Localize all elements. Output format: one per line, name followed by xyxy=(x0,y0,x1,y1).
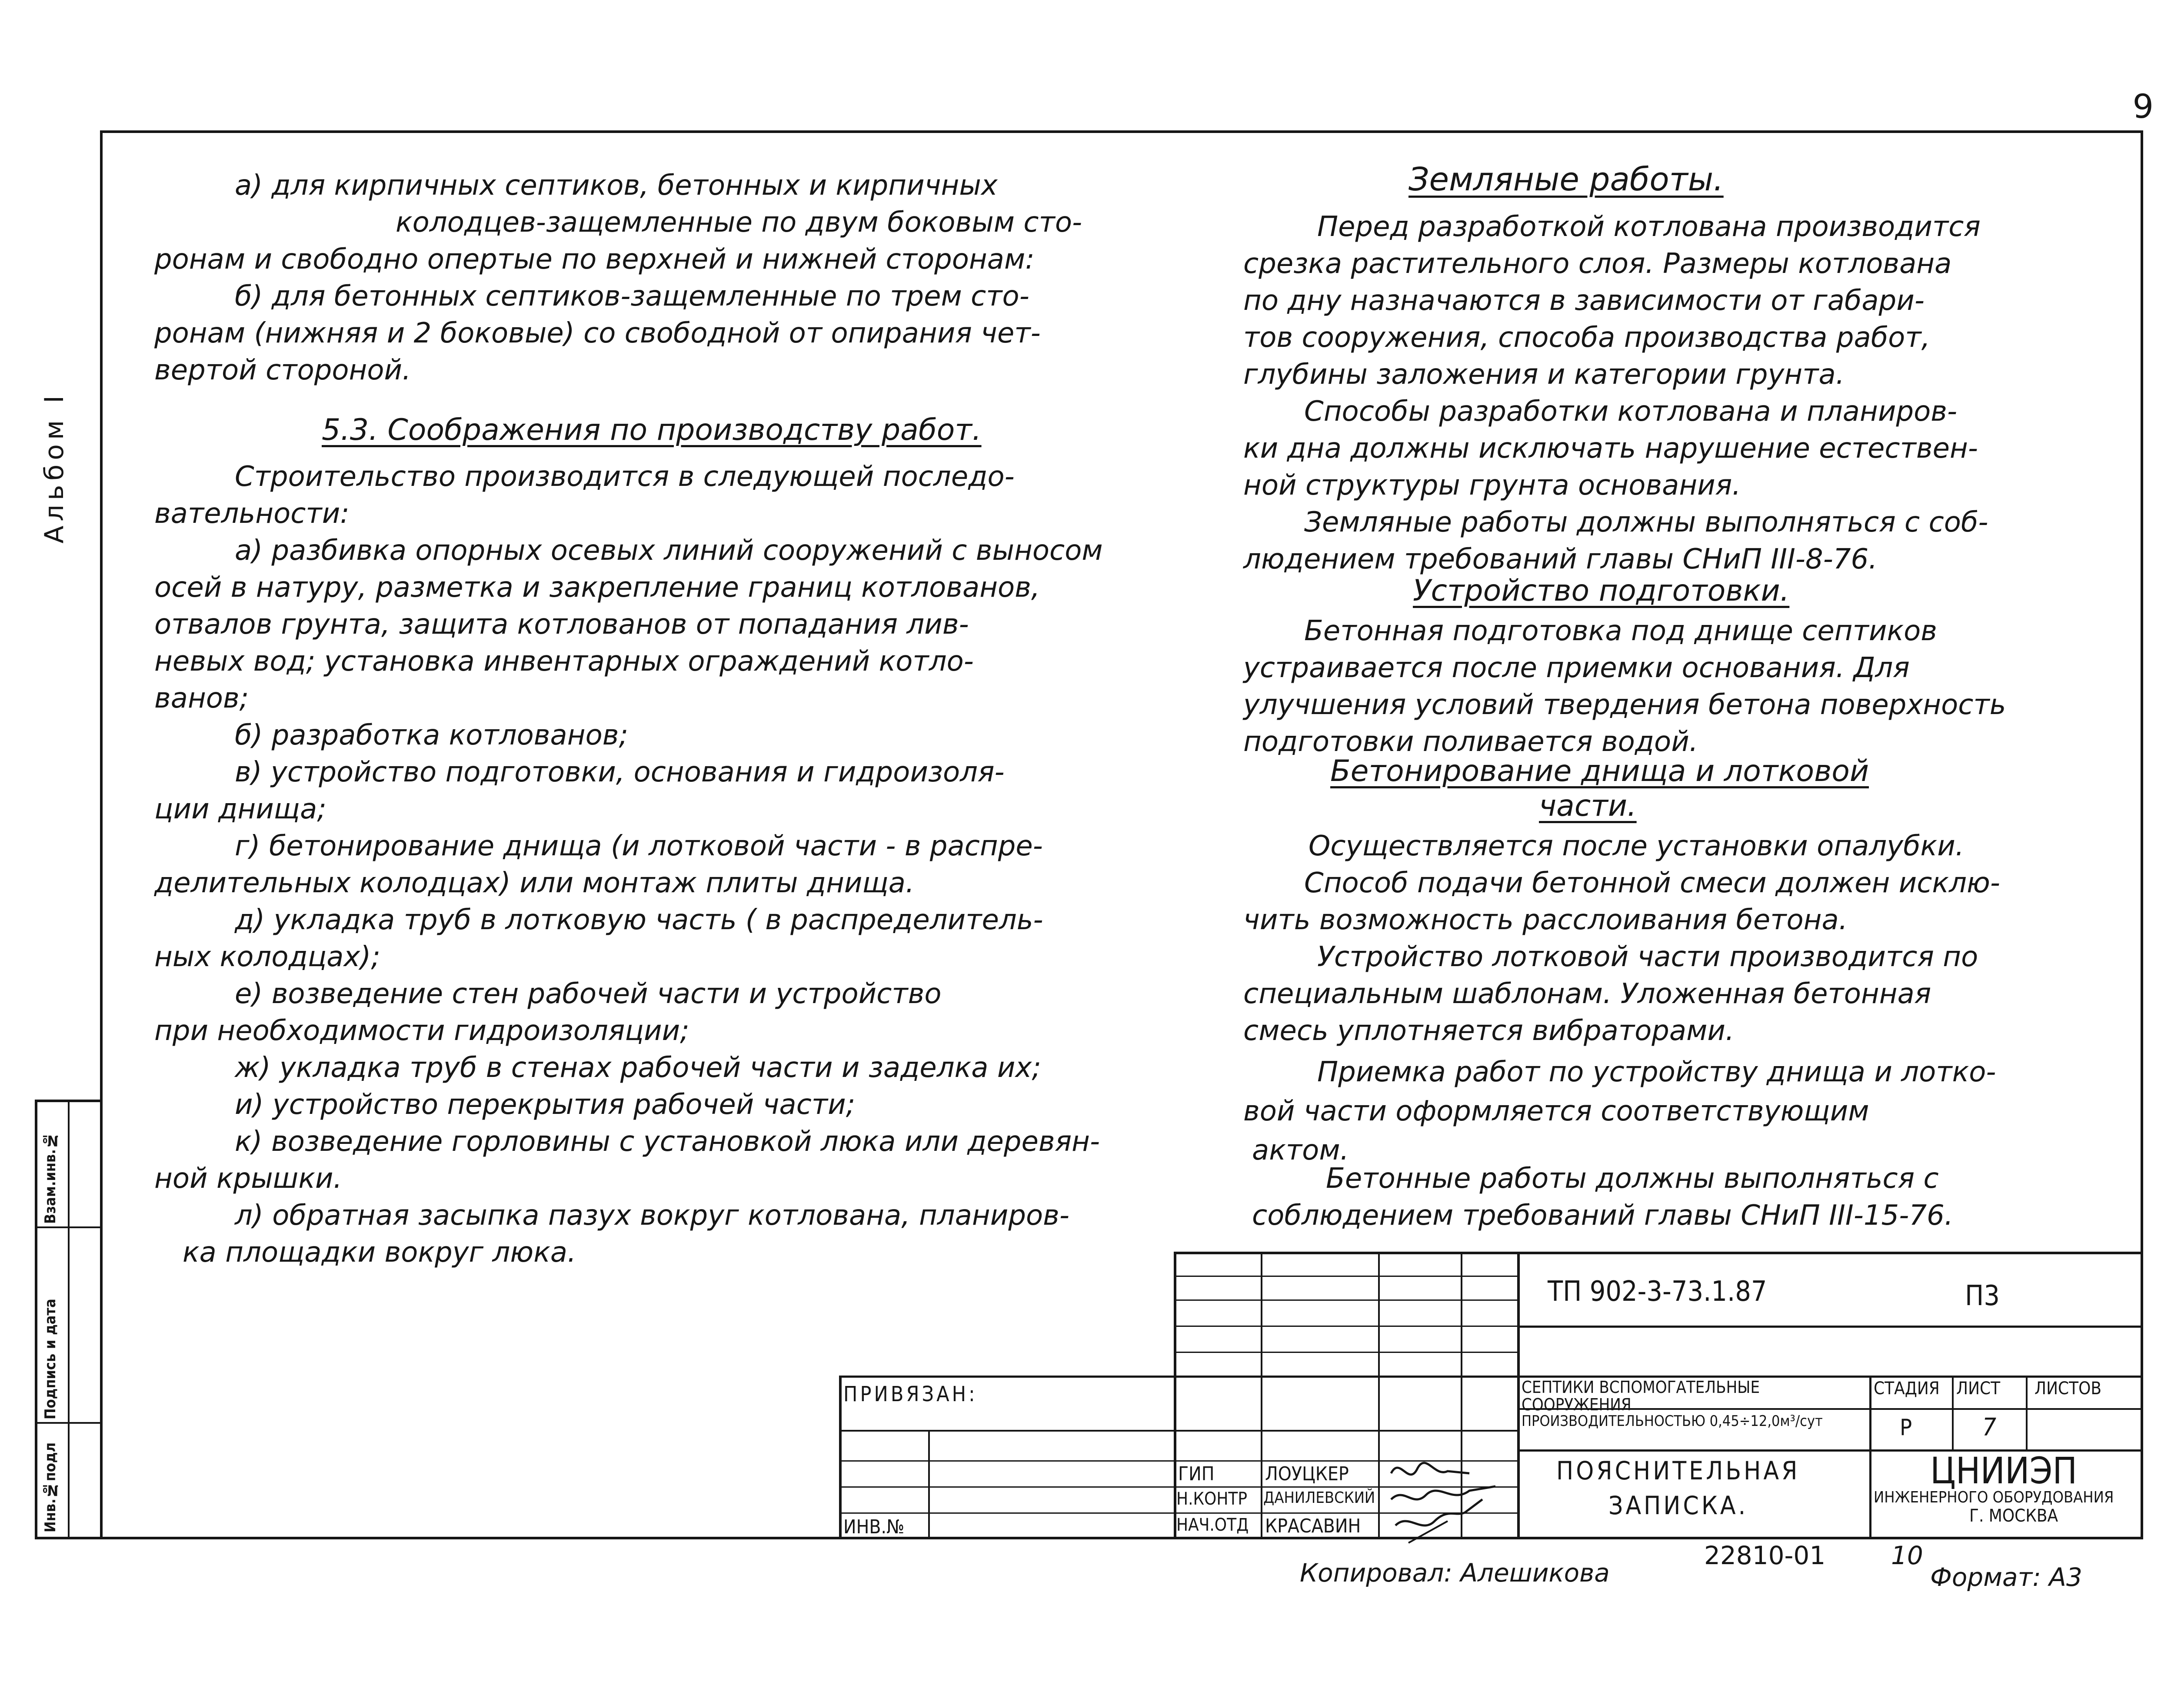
left-line: и) устройство перекрытия рабочей части; xyxy=(235,1089,856,1121)
section-heading-concreting-cont: части. xyxy=(1539,789,1637,823)
left-line: ронам (нижняя и 2 боковые) со свободной от опирания чет- xyxy=(154,317,1041,349)
left-line: вательности: xyxy=(154,498,350,530)
right-line: Бетонные работы должны выполняться с xyxy=(1326,1163,1939,1195)
left-line: делительных колодцах) или монтаж плиты днища. xyxy=(154,867,915,899)
right-line: срезка растительного слоя. Размеры котлована xyxy=(1243,248,1952,280)
page-number: 9 xyxy=(2132,87,2154,126)
organization-city: Г. МОСКВА xyxy=(1969,1506,2058,1526)
left-line: ронам и свободно опертые по верхней и нижней сторонам: xyxy=(154,243,1035,276)
strip-label-signature-date: Подпись и дата xyxy=(42,1299,59,1419)
left-line: д) укладка труб в лотковую часть ( в распределитель- xyxy=(235,904,1043,936)
section-heading-earthworks: Земляные работы. xyxy=(1408,161,1724,198)
description-line: ПРОИЗВОДИТЕЛЬНОСТЬЮ 0,45÷12,0м³/сут xyxy=(1522,1412,1823,1430)
role-label: ГИП xyxy=(1178,1463,1215,1485)
right-line: вой части оформляется соответствующим xyxy=(1243,1095,1869,1127)
right-line: устраивается после приемки основания. Для xyxy=(1243,652,1910,684)
organization-subtitle: ИНЖЕНЕРНОГО ОБОРУДОВАНИЯ xyxy=(1874,1489,2114,1506)
left-line: при необходимости гидроизоляции; xyxy=(154,1015,689,1047)
left-line: колодцев-защемленные по двум боковым сто- xyxy=(396,206,1082,239)
section-heading-concreting: Бетонирование днища и лотковой xyxy=(1330,754,1869,788)
stage-label: СТАДИЯ xyxy=(1874,1379,1940,1399)
role-label: НАЧ.ОТД xyxy=(1176,1515,1249,1535)
right-line: Приемка работ по устройству днища и лотко- xyxy=(1317,1056,1996,1088)
left-line: а) для кирпичных септиков, бетонных и кирпичных xyxy=(235,169,998,202)
bound-label: ПРИВЯЗАН: xyxy=(843,1382,978,1406)
left-line: ных колодцах); xyxy=(154,941,380,973)
right-line: Способ подачи бетонной смеси должен исклю- xyxy=(1304,867,2000,899)
stage-value: Р xyxy=(1900,1415,1912,1441)
archive-sheet: 10 xyxy=(1891,1541,1923,1570)
role-name: ЛОУЦКЕР xyxy=(1265,1463,1349,1485)
right-line: чить возможность расслоивания бетона. xyxy=(1243,904,1848,936)
left-line: ванов; xyxy=(154,682,249,714)
right-line: соблюдением требований главы СНиП III-15-76. xyxy=(1252,1200,1954,1232)
right-line: актом. xyxy=(1252,1134,1349,1166)
archive-number: 22810-01 xyxy=(1704,1541,1826,1570)
left-line: б) для бетонных септиков-защемленные по трем сто- xyxy=(235,280,1029,312)
left-line: г) бетонирование днища (и лотковой части - в распре- xyxy=(235,830,1043,862)
project-code: ТП 902-3-73.1.87 xyxy=(1548,1276,1767,1308)
role-name: КРАСАВИН xyxy=(1265,1515,1361,1537)
right-line: Способы разработки котлована и планиров- xyxy=(1304,395,1958,428)
left-line: Строительство производится в следующей последо- xyxy=(235,461,1015,493)
left-line: ной крышки. xyxy=(154,1163,342,1195)
description-line: СЕПТИКИ ВСПОМОГАТЕЛЬНЫЕ xyxy=(1522,1378,1760,1397)
right-line: глубины заложения и категории грунта. xyxy=(1243,359,1845,391)
right-line: смесь уплотняется вибраторами. xyxy=(1243,1015,1735,1047)
right-line: тов сооружения, способа производства работ, xyxy=(1243,322,1930,354)
right-line: Осуществляется после установки опалубки. xyxy=(1309,830,1965,862)
role-name: ДАНИЛЕВСКИЙ xyxy=(1263,1489,1375,1507)
left-margin-strip xyxy=(35,1100,100,1539)
left-line: невых вод; установка инвентарных ограждений котло- xyxy=(154,645,974,678)
left-line: ции днища; xyxy=(154,793,326,825)
right-line: Устройство лотковой части производится по xyxy=(1317,941,1978,973)
role-label: Н.КОНТР xyxy=(1176,1489,1248,1509)
strip-label-replace-inv: Взам.инв.№ xyxy=(42,1132,59,1224)
sheet-label: ЛИСТ xyxy=(1956,1379,2001,1399)
copied-by: Копировал: Алешикова xyxy=(1300,1558,1610,1588)
inv-label: ИНВ.№ xyxy=(843,1516,905,1538)
right-line: ки дна должны исключать нарушение естествен- xyxy=(1243,432,1978,465)
sheet-code: П3 xyxy=(1965,1280,2000,1312)
right-line: Земляные работы должны выполняться с соб- xyxy=(1304,506,1988,538)
format-label: Формат: А3 xyxy=(1930,1562,2082,1592)
sheet-value: 7 xyxy=(1982,1413,1997,1442)
left-line: е) возведение стен рабочей части и устройство xyxy=(235,978,942,1010)
right-line: подготовки поливается водой. xyxy=(1243,726,1698,758)
sheets-label: ЛИСТОВ xyxy=(2034,1379,2102,1399)
doc-title: ПОЯСНИТЕЛЬНАЯ xyxy=(1556,1456,1800,1485)
left-line: б) разработка котлованов; xyxy=(235,719,628,751)
right-line: специальным шаблонам. Уложенная бетонная xyxy=(1243,978,1931,1010)
description-line: СООРУЖЕНИЯ xyxy=(1522,1395,1632,1414)
right-line: ной структуры грунта основания. xyxy=(1243,469,1741,502)
left-line: ж) укладка труб в стенах рабочей части и заделка их; xyxy=(235,1052,1041,1084)
right-line: людением требований главы СНиП III-8-76. xyxy=(1243,543,1878,575)
doc-title-cont: ЗАПИСКА. xyxy=(1608,1491,1748,1520)
album-label: Альбом I xyxy=(39,391,70,544)
signature-marks xyxy=(1382,1452,1513,1552)
right-line: по дну назначаются в зависимости от габари- xyxy=(1243,285,1925,317)
left-line: л) обратная засыпка пазух вокруг котлована, планиров- xyxy=(235,1200,1069,1232)
right-line: Перед разработкой котлована производится xyxy=(1317,211,1981,243)
right-line: улучшения условий твердения бетона поверхность xyxy=(1243,689,2006,721)
left-line: осей в натуру, разметка и закрепление границ котлованов, xyxy=(154,572,1040,604)
right-line: Бетонная подготовка под днище септиков xyxy=(1304,615,1937,647)
left-line: отвалов грунта, защита котлованов от попадания лив- xyxy=(154,608,969,641)
strip-label-inv-orig: Инв.№подл xyxy=(42,1442,59,1532)
section-heading-preparation: Устройство подготовки. xyxy=(1413,574,1790,608)
left-line: в) устройство подготовки, основания и гидроизоля- xyxy=(235,756,1005,788)
left-line: а) разбивка опорных осевых линий сооружений с выносом xyxy=(235,535,1103,567)
left-line: к) возведение горловины с установкой люка или деревян- xyxy=(235,1126,1100,1158)
left-line: ка площадки вокруг люка. xyxy=(183,1236,576,1269)
left-line: вертой стороной. xyxy=(154,354,411,386)
section-heading-5-3: 5.3. Соображения по производству работ. xyxy=(322,413,982,447)
organization-name: ЦНИИЭП xyxy=(1930,1449,2078,1492)
